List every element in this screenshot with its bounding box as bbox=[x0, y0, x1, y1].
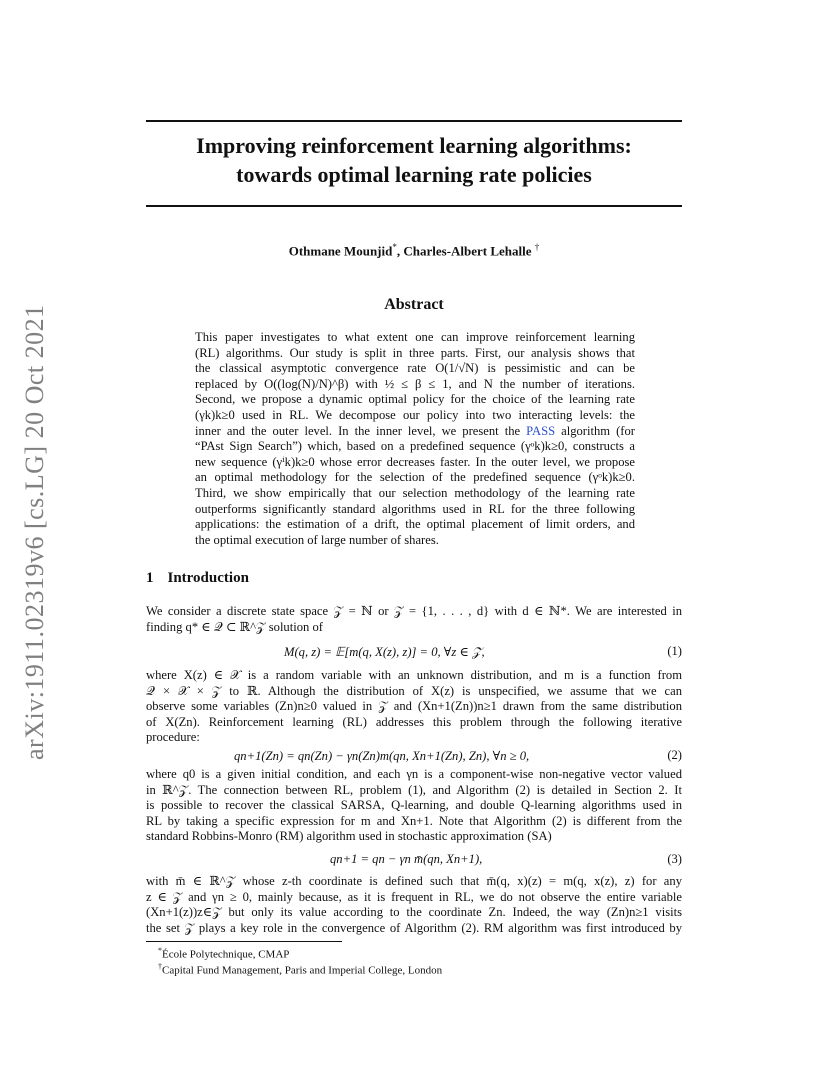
abstract-line: applications: the estimation of a drift, the optimal placement of limit orders, and bbox=[195, 517, 635, 532]
section-number: 1 bbox=[146, 570, 154, 586]
title-line-1: Improving reinforcement learning algorithms: bbox=[196, 133, 632, 158]
intro-paragraph-4 bbox=[146, 874, 682, 936]
abstract-line: outperforms significantly standard algorithms used in RL for the three following bbox=[195, 501, 635, 516]
paragraph-line: We consider a discrete state space 𝒵 = ℕ or 𝒵 = {1, . . . , d} with d ∈ ℕ*. We are interested in bbox=[146, 604, 682, 618]
paragraph-line: where q0 is a given initial condition, and each γn is a component-wise non-negative vector valued bbox=[146, 767, 682, 781]
footnote-2 bbox=[158, 962, 442, 977]
paragraph-line: observe some variables (Zn)n≥0 valued in 𝒵 and (Xn+1(Zn))n≥1 drawn from the same distribution bbox=[146, 699, 682, 714]
author-line bbox=[146, 242, 682, 259]
paragraph-line: 𝒬 × 𝒳 × 𝒵 to ℝ. Although the distribution of X(z) is unspecified, we assume that we can bbox=[146, 683, 682, 698]
equation-number: (3) bbox=[667, 852, 682, 866]
intro-paragraph-1 bbox=[146, 604, 682, 635]
abstract-line: an optimal methodology for the selection of the predefined sequence (γᵒk)k≥0. bbox=[195, 470, 635, 485]
abstract-line: new sequence (γⁱk)k≥0 whose error decreases faster. In the outer level, we propose bbox=[195, 454, 635, 469]
paragraph-line: where X(z) ∈ 𝒳 is a random variable with an unknown distribution, and m is a function from bbox=[146, 668, 682, 682]
title-line-2: towards optimal learning rate policies bbox=[236, 162, 592, 187]
abstract-line: replaced by O((log(N)/N)^β) with ½ ≤ β ≤ 1, and N the number of iterations. bbox=[195, 376, 635, 391]
paragraph-line: standard Robbins-Monro (RM) algorithm used in stochastic approximation (SA) bbox=[146, 829, 552, 844]
equation-expression: M(q, z) = 𝔼[m(q, X(z), z)] = 0, ∀z ∈ 𝒵, bbox=[284, 645, 485, 659]
abstract-line: the classical asymptotic convergence rate O(1/√N) is pessimistic and can be bbox=[195, 361, 635, 376]
paragraph-line: is possible to recover the classical SARSA, Q-learning, and double Q-learning algorithms used in bbox=[146, 798, 682, 813]
author-name: Othmane Mounjid bbox=[288, 243, 393, 259]
equation-expression: qn+1(Zn) = qn(Zn) − γn(Zn)m(qn, Xn+1(Zn), Zn), ∀n ≥ 0, bbox=[234, 749, 530, 763]
title-top-rule bbox=[146, 120, 682, 122]
paragraph-line: with m̄ ∈ ℝ^𝒵 whose z-th coordinate is defined such that m̄(q, x)(z) = m(q, x(z), z) for any bbox=[146, 874, 682, 888]
paragraph-line: RL by taking a specific expression for m and Xn+1. Note that Algorithm (2) is different from the bbox=[146, 813, 682, 828]
abstract-line: “PAst Sign Search”) which, based on a predefined sequence (γᵒk)k≥0, constructs a bbox=[195, 439, 635, 454]
abstract-line: This paper investigates to what extent one can improve reinforcement learning bbox=[195, 330, 635, 344]
paragraph-line: of X(Zn). Reinforcement learning (RL) addresses this problem through the following iterative bbox=[146, 714, 682, 729]
paragraph-line: the set 𝒵 plays a key role in the convergence of Algorithm (2). RM algorithm was first introduced by bbox=[146, 920, 682, 935]
arxiv-identifier: arXiv:1911.02319v6 [cs.LG] 20 Oct 2021 bbox=[20, 304, 49, 760]
paragraph-line: (Xn+1(z))z∈𝒵 but only its value according to the coordinate Zn. Indeed, the way (Zn)n≥1 visits bbox=[146, 905, 682, 920]
equation-number: (1) bbox=[667, 644, 682, 658]
abstract-line-text: algorithm (for bbox=[555, 423, 635, 438]
footnote-mark: * bbox=[158, 946, 162, 955]
footnote-mark: * bbox=[392, 242, 397, 252]
intro-paragraph-2 bbox=[146, 668, 682, 746]
abstract-line: the optimal execution of large number of shares. bbox=[195, 532, 439, 547]
footnote-1 bbox=[158, 946, 289, 961]
equation-number: (2) bbox=[667, 748, 682, 762]
paragraph-line: procedure: bbox=[146, 730, 200, 745]
paragraph-line: in ℝ^𝒵. The connection between RL, problem (1), and Algorithm (2) is detailed in Section 2. It bbox=[146, 782, 682, 797]
abstract-line-text: inner and the outer level. In the inner level, we present the bbox=[195, 423, 527, 438]
author-name: , Charles-Albert Lehalle bbox=[396, 243, 535, 259]
footnote-mark: † bbox=[534, 242, 540, 252]
abstract-line: Third, we show empirically that our selection methodology of the learning rate bbox=[195, 485, 635, 500]
footnote-text: École Polytechnique, CMAP bbox=[162, 948, 290, 961]
abstract-line: (γk)k≥0 used in RL. We decompose our policy into two interacting levels: the bbox=[195, 407, 635, 422]
section-title: Introduction bbox=[167, 570, 249, 586]
footnote-mark: † bbox=[158, 962, 162, 971]
section-heading bbox=[146, 570, 249, 587]
paragraph-line: z ∈ 𝒵 and γn ≥ 0, mainly because, as it is frequent in RL, we do not observe the entire variable bbox=[146, 889, 682, 904]
footnote-separator bbox=[146, 941, 342, 942]
pass-algorithm-link[interactable]: PASS bbox=[526, 423, 556, 438]
paragraph-line: finding q* ∈ 𝒬 ⊂ ℝ^𝒵 solution of bbox=[146, 619, 323, 634]
footnote-text: Capital Fund Management, Paris and Imperial College, London bbox=[162, 964, 443, 977]
abstract-line: (RL) algorithms. Our study is split in three parts. First, our analysis shows that bbox=[195, 345, 635, 360]
abstract-body bbox=[195, 330, 635, 548]
abstract-heading: Abstract bbox=[384, 296, 444, 313]
intro-paragraph-3 bbox=[146, 767, 682, 845]
paper-title bbox=[146, 131, 682, 189]
abstract-line: Second, we propose a dynamic optimal policy for the choice of the learning rate bbox=[195, 392, 635, 407]
abstract-line bbox=[195, 424, 635, 440]
title-bottom-rule bbox=[146, 205, 682, 207]
equation-expression: qn+1 = qn − γn m̄(qn, Xn+1), bbox=[330, 852, 483, 866]
